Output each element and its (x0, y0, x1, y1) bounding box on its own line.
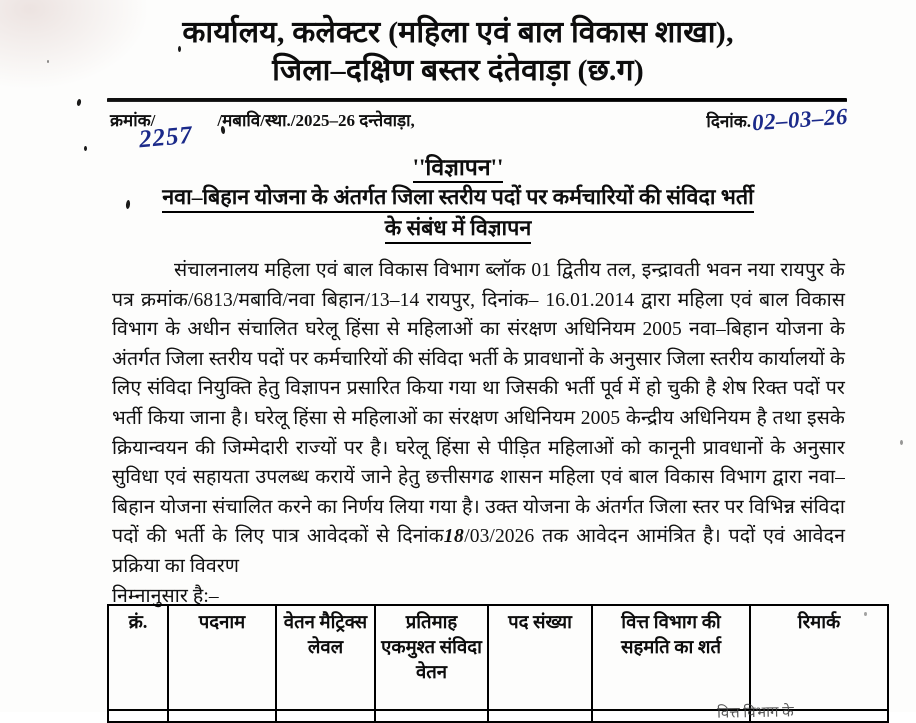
scan-speck (76, 99, 81, 107)
column-header-post-name: पदनाम (168, 605, 276, 710)
cell-pay-level (276, 710, 375, 722)
letterhead (0, 14, 916, 90)
cell-post-name (168, 710, 276, 722)
subtitle (0, 182, 916, 244)
page-title-text: ''विज्ञापन'' (413, 155, 504, 183)
office-name-line2: जिला–दक्षिण बस्तर दंतेवाड़ा (छ.ग) (272, 54, 644, 87)
cell-post-count (488, 710, 592, 722)
scan-speck (900, 440, 903, 445)
paragraph-continued: तक आवेदन आमंत्रित है। पदों एवं आवेदन प्रक्रिया का विवरण (112, 526, 845, 577)
date-label: दिनांक. (706, 112, 751, 131)
body-paragraph (112, 256, 845, 611)
column-header-post-count: पद संख्या (488, 605, 592, 710)
subtitle-line2: के संबंध में विज्ञापन (0, 213, 916, 244)
column-header-remark: रिमार्क (750, 605, 888, 710)
office-name-line1: कार्यालय, कलेक्टर (महिला एवं बाल विकास शाखा), (182, 16, 734, 49)
header-rule (107, 98, 847, 102)
column-header-finance-condition: वित्त विभाग की सहमति का शर्त (592, 605, 750, 710)
handwritten-reference-number: 2257 (137, 121, 195, 154)
page-title (0, 150, 916, 182)
column-header-pay-level: वेतन मैट्रिक्स लेवल (276, 605, 375, 710)
column-header-monthly-pay: प्रतिमाह एकमुश्त संविदा वेतन (375, 605, 488, 710)
table-header (108, 605, 888, 710)
column-header-serial: क्रं. (108, 605, 168, 710)
deadline-rest: /03/2026 (464, 526, 535, 548)
reference-prefix: क्रमांक/ (110, 111, 156, 130)
partial-next-row-text: वित्त विभाग के (716, 704, 794, 722)
reference-suffix: /मबावि/स्था./2025–26 दन्तेवाड़ा, (217, 111, 415, 130)
closing-line: निम्नानुसार है:– (112, 585, 219, 607)
cell-monthly-pay (375, 710, 488, 722)
handwritten-date: 02–03–26 (751, 103, 849, 136)
cell-serial (108, 710, 168, 722)
date-line (706, 103, 849, 136)
paragraph-main: संचालनालय महिला एवं बाल विकास विभाग ब्लॉक 01 द्वितीय तल, इन्द्रावती भवन नया रायपुर के पत्र क्रमांक/6813/मबावि/नवा बिहान/13–14 रायपुर, दिनांक– 16.01.2014 द्वारा महिला एवं बाल विकास विभाग के अधीन संचालित घरेलू हिंसा से महिलाओं का संरक्षण अधिनियम 2005 नवा–बिहान योजना के अंतर्गत जिला स्तरीय पदों पर कर्मचारियों की संविदा भर्ती के प्रावधानों के अनुसार जिला स्तरीय कार्यालयों के लिए संविदा नियुक्ति हेतु विज्ञापन प्रसारित किया गया था जिसकी भर्ती पूर्व में हो चुकी है शेष रिक्त पदों पर भर्ती किया जाना है। घरेलू हिंसा से महिलाओं का संरक्षण अधिनियम 2005 केन्द्रीय अधिनियम है तथा इसके क्रियान्वयन की जिम्मेदारी राज्यों पर है। घरेलू हिंसा से पीड़ित महिलाओं को कानूनी प्रावधानों के अनुसार सुविधा एवं सहायता उपलब्ध करायें जाने हेतु छत्तीसगढ शासन महिला एवं बाल विकास विभाग द्वारा नवा–बिहान योजना संचालित करने का निर्णय लिया गया है। उक्त योजना के अंतर्गत जिला स्तर पर विभिन्न संविदा पदों की भर्ती के लिए पात्र आवेदकों से दिनांक (112, 260, 846, 548)
table-header-row (108, 605, 888, 710)
handwritten-deadline-day: 18 (443, 526, 465, 548)
subtitle-line1: नवा–बिहान योजना के अंतर्गत जिला स्तरीय पदों पर कर्मचारियों की संविदा भर्ती (0, 182, 916, 213)
